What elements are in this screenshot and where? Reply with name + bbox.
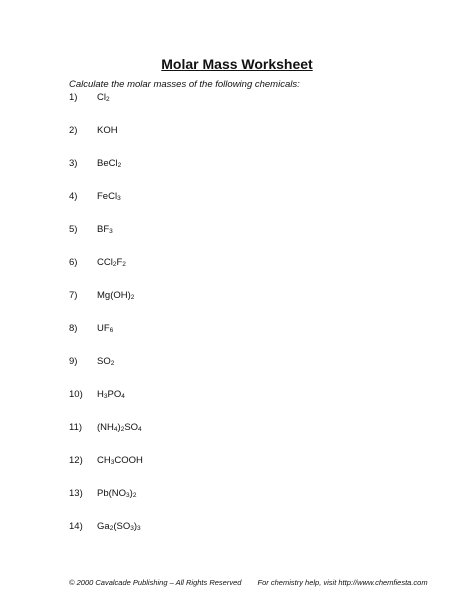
instructions-text: Calculate the molar masses of the following chemicals: [69, 79, 300, 90]
question-number: 10) [69, 389, 83, 400]
chemical-formula: $Ga_2(SO_3)_3$ [97, 521, 141, 532]
chemical-formula: $SO_2$ [97, 356, 115, 367]
footer [69, 578, 428, 587]
question-number: 2) [69, 125, 78, 136]
question-number: 5) [69, 224, 78, 235]
question-number: 6) [69, 257, 78, 268]
question-number: 14) [69, 521, 83, 532]
chemical-formula: $(NH_4)_2SO_4$ [97, 422, 142, 433]
question-number: 4) [69, 191, 78, 202]
chemical-formula: $CCl_2F_2$ [97, 257, 126, 268]
chemical-formula: FeCl$_3$ [97, 191, 121, 202]
question-number: 13) [69, 488, 83, 499]
chemical-formula: $H_3PO_4$ [97, 389, 125, 400]
footer-copyright: © 2000 Cavalcade Publishing – All Rights Reserved [69, 578, 242, 587]
question-number: 9) [69, 356, 78, 367]
question-number: 1) [69, 92, 78, 103]
chemical-formula: $CH_3COOH$ [97, 455, 143, 466]
chemical-formula: $Cl_2$ [97, 92, 110, 103]
question-number: 3) [69, 158, 78, 169]
page-title: Molar Mass Worksheet [161, 56, 313, 72]
question-number: 7) [69, 290, 78, 301]
chemical-formula: $Mg(OH)_2$ [97, 290, 135, 301]
footer-help-text: For chemistry help, visit http://www.chemfiesta.com [257, 578, 428, 587]
question-number: 8) [69, 323, 78, 334]
chemical-formula: $UF_6$ [97, 323, 114, 334]
chemical-formula: BeCl$_2$ [97, 158, 122, 169]
chemical-formula: $Pb(NO_3)_2$ [97, 488, 137, 499]
chemical-formula: KOH [97, 125, 118, 136]
question-number: 11) [69, 422, 83, 433]
question-number: 12) [69, 455, 83, 466]
chemical-formula: $BF_3$ [97, 224, 113, 235]
